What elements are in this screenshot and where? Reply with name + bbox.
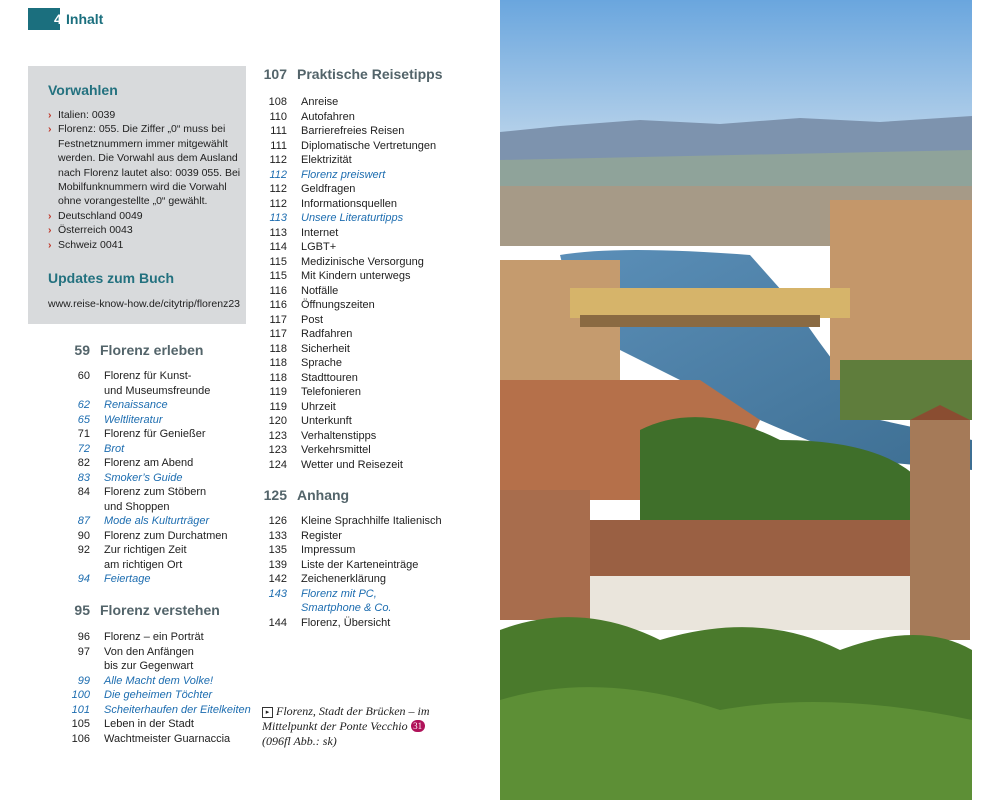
toc-entry[interactable] [60,543,228,558]
section-title: Praktische Reisetipps [297,66,443,82]
toc-entry[interactable] [60,398,228,413]
section-page-number: 95 [74,602,90,618]
toc-page-number: 119 [269,400,287,413]
toc-entry[interactable] [60,688,251,703]
toc-entry[interactable] [257,458,436,473]
toc-entry[interactable] [60,456,228,471]
toc-page-number: 106 [71,732,90,745]
chevron-right-icon: › [48,224,52,237]
toc-page-number: 83 [77,471,90,484]
toc-entry-title: Renaissance [104,399,168,411]
toc-entry[interactable] [257,95,436,110]
page-title: Inhalt [66,11,104,27]
toc-entry[interactable] [257,211,436,226]
toc-entry-title: Wetter und Reisezeit [301,458,403,471]
toc-page-number: 115 [269,255,287,268]
toc-page-number: 113 [269,226,287,239]
toc-entry[interactable] [60,384,228,399]
info-box [28,66,246,324]
toc-page-number: 126 [268,515,287,527]
toc-entry[interactable] [257,226,436,241]
toc-entry-title: Leben in der Stadt [104,718,194,730]
toc-page-number: 108 [268,96,287,108]
toc-entry[interactable] [257,327,436,342]
toc-entry[interactable] [257,400,436,415]
toc-entry[interactable] [257,139,436,154]
toc-entry-title: Barrierefreies Reisen [301,125,405,137]
section-page-number: 125 [263,487,287,503]
toc-entry[interactable] [60,674,251,689]
toc-entry[interactable] [257,240,436,255]
bridge [570,288,850,318]
section-page-number: 107 [263,66,287,82]
toc-entry[interactable] [257,168,436,183]
toc-entry[interactable] [60,514,228,529]
toc-entry[interactable] [60,732,251,747]
toc-entry-title: Feiertage [104,573,151,585]
toc-page-number: 133 [268,529,287,542]
toc-entry-title: Kleine Sprachhilfe Italienisch [301,515,442,527]
toc-entry[interactable] [257,269,436,284]
section-heading-praktisch[interactable] [251,66,443,82]
toc-page-number: 101 [71,703,90,716]
toc-entry-title: Florenz zum Durchatmen [104,529,228,542]
toc-page-number: 143 [268,587,287,600]
toc-page-number: 114 [269,241,287,253]
toc-page-number: 97 [77,645,90,658]
toc-page-number: 72 [77,442,90,455]
toc-entry[interactable] [257,601,442,616]
toc-entry[interactable] [257,414,436,429]
toc-entry-title: Die geheimen Töchter [104,689,213,701]
toc-page-number [60,384,90,399]
toc-page-number: 135 [268,544,287,556]
toc-entry[interactable] [257,429,436,444]
toc-page-number: 84 [77,486,90,498]
toc-entry[interactable] [60,703,251,718]
vorwahlen-heading: Vorwahlen [48,82,118,98]
toc-entry-title: Mit Kindern unterwegs [301,270,411,282]
toc-page-number: 113 [269,212,287,224]
page-number: 4 [54,11,62,27]
main-roof [590,520,910,580]
toc-entry-title: Mode als Kulturträger [104,515,210,527]
toc-entry[interactable] [257,558,442,573]
toc-entry[interactable] [60,630,251,645]
toc-entry[interactable] [60,369,228,384]
bell-tower [910,420,970,640]
toc-entry[interactable] [257,385,436,400]
toc-list-verstehen [60,630,251,746]
toc-entry-title: Von den Anfängen [104,645,194,658]
toc-entry-title: Florenz zum Stöbern [104,486,207,498]
toc-entry-title: Florenz preiswert [301,168,386,181]
toc-entry[interactable] [257,298,436,313]
toc-page-number: 110 [269,110,287,123]
toc-entry-title: Smoker’s Guide [104,471,183,484]
toc-page-number: 112 [269,154,287,166]
toc-entry-title: Medizinische Versorgung [301,255,424,268]
bank-trees [840,360,972,420]
toc-list-praktisch [257,95,436,472]
toc-page-number: 144 [268,616,287,629]
toc-entry[interactable] [60,485,228,500]
toc-entry[interactable] [257,587,442,602]
toc-page-number: 116 [269,299,287,311]
toc-entry[interactable] [60,500,228,515]
toc-entry-title: Alle Macht dem Volke! [104,674,214,687]
toc-page-number: 105 [71,718,90,730]
toc-entry-title: Anreise [301,96,339,108]
toc-page-number: 139 [268,558,287,571]
toc-entry-title: Florenz mit PC, [301,587,377,600]
toc-entry-title: Scheiterhaufen der Eitelkeiten [104,703,251,716]
toc-entry[interactable] [60,659,251,674]
white-building [580,576,920,630]
toc-entry[interactable] [60,572,228,587]
toc-entry-title: Unterkunft [301,415,352,427]
list-item: › Österreich 0043 [48,224,133,237]
section-title: Anhang [297,487,350,503]
section-title: Florenz verstehen [100,602,220,618]
toc-entry[interactable] [257,110,436,125]
toc-page-number: 116 [269,284,287,297]
toc-entry-title: Zur richtigen Zeit [104,544,187,556]
toc-entry-title: Florenz für Kunst- [104,370,192,382]
toc-entry-title: Internet [301,226,339,239]
toc-entry-title: Stadttouren [301,371,358,384]
toc-entry[interactable] [257,616,442,631]
toc-entry[interactable] [60,442,228,457]
toc-entry-title: Florenz am Abend [104,457,194,469]
toc-entry[interactable] [257,371,436,386]
toc-entry-title: und Shoppen [104,500,170,513]
photo-caption: ▸ Florenz, Stadt der Brücken – im Mittelpunkt der Ponte Vecchio 31 (096fl Abb.: sk) [262,704,430,748]
vorwahlen-list [48,108,244,252]
toc-page-number: 119 [269,386,287,398]
toc-list-erleben [60,369,228,587]
toc-page-number: 118 [269,342,287,355]
toc-page-number [60,500,90,515]
toc-entry-title: Diplomatische Vertretungen [301,139,437,152]
photo-ref-icon: ▸ [262,707,273,718]
toc-page-number [257,601,287,616]
toc-entry-title: bis zur Gegenwart [104,660,194,672]
toc-page-number: 96 [77,631,90,643]
toc-entry-title: Elektrizität [301,154,352,166]
toc-entry-title: Sicherheit [301,342,350,355]
toc-entry-title: LGBT+ [301,241,337,253]
toc-entry[interactable] [257,153,436,168]
toc-entry[interactable] [60,427,228,442]
sky [500,0,972,140]
toc-entry[interactable] [257,255,436,270]
toc-entry-title: Unsere Literaturtipps [301,212,404,224]
list-item: › Deutschland 0049 [48,209,143,222]
toc-entry[interactable] [60,717,251,732]
toc-page-number: 71 [77,428,90,440]
toc-entry[interactable] [257,514,442,529]
toc-entry-title: Uhrzeit [301,400,336,413]
list-item: › Florenz: 055. Die Ziffer „0“ muss bei Festnetznummern immer mitgewählt werden. Die Vorwahl aus dem Ausland nach Florenz lautet also: 0039 055. Bei Mobilfunknummern wird die Vorwahl ohne vorangestellte „0“ gewählt. [48,123,241,208]
toc-page-number: 118 [269,357,287,369]
toc-entry-title: Post [301,313,324,326]
toc-page-number: 111 [270,125,287,137]
toc-entry[interactable] [60,413,228,428]
toc-entry-title: Öffnungszeiten [301,299,375,311]
toc-entry[interactable] [60,471,228,486]
toc-page-number: 123 [268,429,287,442]
toc-entry-title: und Museumsfreunde [104,384,211,397]
florence-photo [500,0,972,800]
chevron-right-icon: › [48,209,52,222]
toc-page-number: 65 [77,413,90,426]
toc-entry-title: Florenz – ein Porträt [104,631,204,643]
toc-entry-title: Geldfragen [301,183,356,195]
section-heading-erleben[interactable] [54,342,203,358]
toc-page-number: 117 [269,313,287,326]
toc-page-number: 92 [77,544,90,556]
toc-entry[interactable] [257,197,436,212]
updates-heading: Updates zum Buch [48,270,175,286]
toc-page-number [60,659,90,674]
toc-entry-title: Sprache [301,357,342,369]
toc-entry-title: Notfälle [301,284,339,297]
toc-entry[interactable] [257,313,436,328]
toc-page-number: 62 [77,399,90,411]
toc-page-number: 111 [270,139,287,152]
toc-page-number [60,558,90,573]
chevron-right-icon: › [48,123,52,136]
toc-entry-title: Liste der Karteneinträge [301,558,419,571]
toc-entry[interactable] [257,443,436,458]
toc-page-number: 82 [77,457,90,469]
toc-entry-title: Weltliteratur [104,413,163,426]
toc-entry-title: Radfahren [301,328,353,340]
toc-entry[interactable] [257,356,436,371]
toc-entry[interactable] [257,342,436,357]
map-marker-badge: 31 [411,720,425,732]
toc-page-number: 142 [268,573,287,585]
toc-entry-title: Verkehrsmittel [301,444,371,456]
section-page-number: 59 [74,342,90,358]
toc-list-anhang [257,514,442,630]
toc-entry-title: Brot [104,442,125,455]
toc-entry-title: Register [301,529,342,542]
section-heading-verstehen[interactable] [54,602,220,618]
toc-entry-title: Verhaltenstipps [301,429,377,442]
chevron-right-icon: › [48,109,52,121]
toc-page-number: 112 [269,183,287,195]
toc-entry-title: Telefonieren [301,386,361,398]
update-url-link[interactable]: www.reise-know-how.de/citytrip/florenz23 [48,298,240,310]
toc-page-number: 124 [268,458,287,471]
toc-entry[interactable] [60,558,228,573]
toc-entry-title: Impressum [301,544,356,556]
section-title: Florenz erleben [100,342,204,358]
toc-page-number: 100 [71,689,90,701]
toc-entry[interactable] [257,572,442,587]
toc-entry[interactable] [60,529,228,544]
list-item: › Italien: 0039 [48,109,116,121]
roofs-lower [500,490,590,620]
city-right [830,200,972,380]
toc-page-number: 118 [269,371,287,384]
section-heading-anhang[interactable] [251,487,349,503]
toc-page-number: 60 [77,370,90,382]
chevron-right-icon: › [48,238,52,251]
toc-page-number: 115 [269,270,287,282]
toc-entry[interactable] [257,124,436,139]
toc-entry-title: Informationsquellen [301,197,398,210]
toc-page-number: 94 [77,573,90,585]
toc-page-number: 123 [268,444,287,456]
toc-page-number: 87 [77,515,90,527]
toc-entry-title: Florenz für Genießer [104,428,206,440]
toc-entry[interactable] [257,182,436,197]
toc-entry-title: Smartphone & Co. [301,602,392,614]
toc-page-number: 117 [269,328,287,340]
toc-page-number: 99 [77,674,90,687]
toc-entry-title: Zeichenerklärung [301,573,386,585]
bridge-arches [580,315,820,327]
toc-entry-title: Autofahren [301,110,355,123]
toc-page-number: 120 [268,415,287,427]
toc-page-number: 90 [77,529,90,542]
toc-entry[interactable] [257,284,436,299]
toc-entry-title: Wachtmeister Guarnaccia [104,732,231,745]
toc-page-number: 112 [269,168,287,181]
list-item: › Schweiz 0041 [48,238,124,251]
toc-page-number: 112 [269,197,287,210]
toc-entry-title: am richtigen Ort [104,558,183,571]
toc-entry[interactable] [257,529,442,544]
toc-entry-title: Florenz, Übersicht [301,616,391,629]
toc-entry[interactable] [60,645,251,660]
toc-entry[interactable] [257,543,442,558]
